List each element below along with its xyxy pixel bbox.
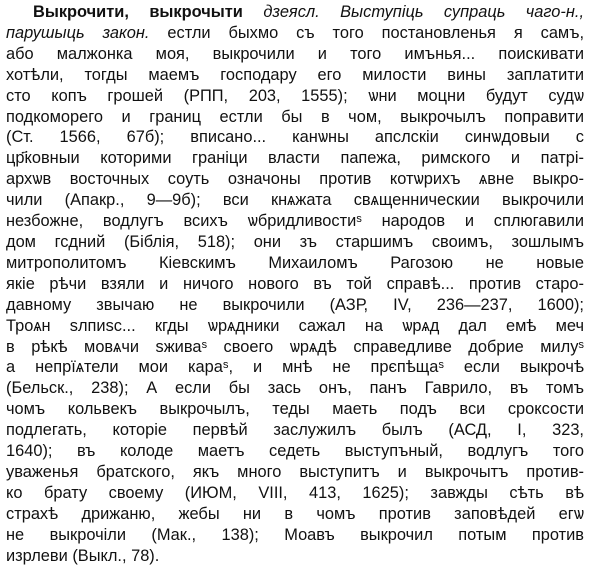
entry-line (6, 190, 584, 211)
entry-text: чомъ кольвекъ выкрочылъ, теды маеть подъ вси сроксости (6, 400, 584, 419)
entry-text: изрлеви (Выкл., 78). (6, 546, 160, 565)
definition-text: парушыць закон. (6, 23, 150, 42)
entry-line (6, 399, 584, 420)
entry-text: або малжонка моя, выкрочили и того имънья... поискивати (6, 44, 584, 63)
entry-line (6, 357, 584, 378)
entry-text: естли быхмо съ того постановленья я самъ, (149, 23, 584, 42)
entry-line (6, 420, 584, 441)
entry-text: якіе рѣчи взяли и ничого нового въ той справѣ... против старо- (6, 274, 584, 293)
entry-line (6, 295, 584, 316)
entry-line (6, 2, 584, 23)
entry-text: ко брату своему (ИЮМ, VIII, 413, 1625); завжды сѣть вѣ (6, 483, 584, 502)
entry-line (6, 86, 584, 107)
headword: Выкрочити, выкрочыти (33, 3, 243, 21)
entry-text: не выкрочіли (Мак., 138); Моавъ выкрочил потым против (6, 525, 584, 544)
entry-line (6, 23, 584, 44)
entry-text: уваженья братского, якъ много выступитъ и выкрочытъ против- (6, 462, 584, 481)
entry-text: а непрїѧтели мои караˢ, и мнѣ не прєпѣщаˢ если выкрочѣ (6, 358, 584, 377)
entry-text: подкоморего и границ естли бы в чом, выкрочылъ поправити (6, 107, 584, 126)
entry-text: (Бельск., 238); А если бы зась онъ, панъ Гаврило, въ томъ (6, 379, 584, 398)
entry-line (6, 504, 584, 525)
entry-line (6, 274, 584, 295)
entry-line (6, 316, 584, 337)
entry-text: подлегать, которіе первѣй заслужилъ былъ (АСД, I, 323, (6, 421, 584, 440)
entry-line (6, 232, 584, 253)
entry-text: в рѣкѣ мовѧчи ѕживаˢ своего ѡрѧдѣ справедливе добрие милуˢ (6, 337, 584, 356)
entry-text: митрополитомъ Кіевскимъ Михаиломъ Рагозою не новые (6, 253, 584, 272)
entry-line (6, 253, 584, 274)
entry-text: архѡв восточных соуть означоны против котѡрихъ ѧвне выкро- (6, 170, 584, 189)
entry-line (6, 44, 584, 65)
entry-text: дом гсдний (Біблія, 518); они зъ старшимъ своимъ, зошлымъ (6, 232, 584, 251)
entry-line (6, 378, 584, 399)
entry-line (6, 525, 584, 546)
entry-text: незбожне, водлугъ всихъ ѡбридливостиˢ народов и сплюгавили (6, 212, 584, 231)
entry-text: 1640); въ колоде маетъ седеть выступъный, водлугъ того (6, 442, 584, 461)
entry-line (6, 107, 584, 128)
entry-text: Троѧн ѕлпиѕс... кгды ѡрѧдники сажал на ѡрѧд дал емѣ меч (6, 316, 584, 335)
entry-text: страхѣ дрижаню, жебы ни в чомъ против заповѣдей егѡ (6, 504, 584, 523)
entry-line (6, 211, 584, 232)
entry-text: хотѣли, тогды маемъ господару его милости вины заплатити (6, 65, 584, 84)
entry-line (6, 546, 584, 566)
entry-text: давному звычаю не выкрочили (АЗР, IV, 236—237, 1600); (6, 295, 584, 314)
entry-text: сто копъ грошей (РПП, 203, 1555); ѡни моцни будут судѡ (6, 86, 584, 105)
entry-line (6, 169, 584, 190)
definition-text: дзеясл. Выступіць супраць чаго-н., (242, 3, 584, 21)
entry-line (6, 483, 584, 504)
entry-line (6, 65, 584, 86)
entry-line (6, 127, 584, 148)
entry-line (6, 441, 584, 462)
entry-text: чили (Апакр., 9—9б); вси кнѧжата свѧщенническии выкрочили (6, 191, 584, 210)
entry-text: цр҃ковныи которими граніци власти папежа, римского и патрі- (6, 149, 584, 168)
entry-line (6, 462, 584, 483)
entry-line (6, 337, 584, 358)
entry-text: (Ст. 1566, 67б); вписано... канѡны апслскіи синѡдовыи с (6, 128, 584, 147)
entry-line (6, 148, 584, 169)
